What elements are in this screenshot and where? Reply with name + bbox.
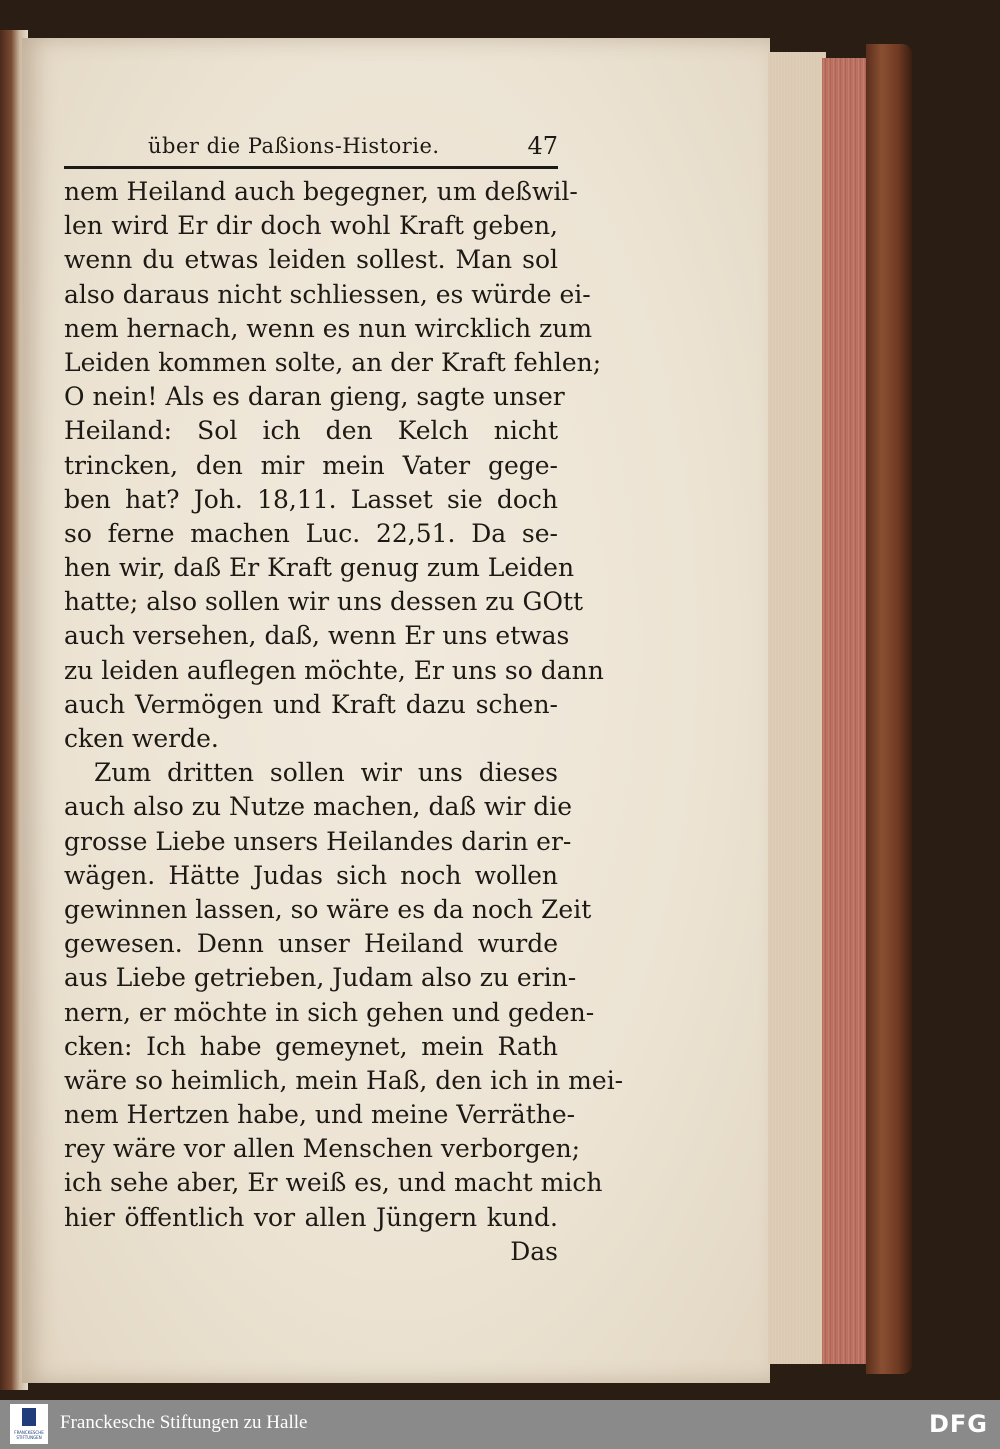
text-line: ich sehe aber, Er weiß es, und macht mich <box>64 1168 603 1198</box>
text-line: auch versehen, daß, wenn Er uns etwas <box>64 621 570 651</box>
text-line: cken werde. <box>64 724 219 753</box>
text-line: zu leiden auflegen möchte, Er uns so dann <box>64 655 604 685</box>
text-line: gewinnen lassen, so wäre es da noch Zeit <box>64 894 592 924</box>
text-line: nern, er möchte in sich gehen und geden- <box>64 997 595 1027</box>
text-line: grosse Liebe unsers Heilandes darin er- <box>64 826 572 856</box>
text-line: wägen. Hätte Judas sich noch wollen <box>64 860 558 890</box>
text-line: so ferne machen Luc. 22,51. Da se- <box>64 518 558 548</box>
text-line: also daraus nicht schliessen, es würde ei- <box>64 279 591 309</box>
text-line: nem Hertzen habe, und meine Verräthe- <box>64 1100 576 1130</box>
text-line: wäre so heimlich, mein Haß, den ich in mei- <box>64 1065 624 1095</box>
text-block <box>64 126 624 1269</box>
red-page-edges <box>822 58 872 1364</box>
text-line: auch Vermögen und Kraft dazu schen- <box>64 689 558 719</box>
text-line: rey wäre vor allen Menschen verborgen; <box>64 1134 581 1164</box>
leather-cover <box>866 44 912 1374</box>
text-line: Zum dritten sollen wir uns dieses <box>94 758 558 788</box>
text-line: gewesen. Denn unser Heiland wurde <box>64 929 558 959</box>
text-line: len wird Er dir doch wohl Kraft geben, <box>64 211 558 241</box>
page-number: 47 <box>527 132 558 160</box>
text-line: O nein! Als es daran gieng, sagte unser <box>64 382 565 412</box>
text-line: ben hat? Joh. 18,11. Lasset sie doch <box>64 484 558 514</box>
text-line: hier öffentlich vor allen Jüngern kund. <box>64 1202 558 1232</box>
head-rule <box>64 166 558 169</box>
text-line: auch also zu Nutze machen, daß wir die <box>64 792 573 822</box>
francke-logo-text: FRANCKESCHE STIFTUNGEN <box>14 1430 44 1440</box>
text-line: cken: Ich habe gemeynet, mein Rath <box>64 1031 558 1061</box>
running-head <box>64 126 558 166</box>
francke-logo-icon <box>22 1408 36 1426</box>
page-stack-edge <box>768 52 826 1364</box>
text-line: Heiland: Sol ich den Kelch nicht <box>64 416 558 446</box>
text-line: hatte; also sollen wir uns dessen zu GOtt <box>64 587 584 617</box>
text-line: Leiden kommen solte, an der Kraft fehlen; <box>64 347 602 377</box>
institution-label: Franckesche Stiftungen zu Halle <box>60 1412 308 1433</box>
text-line: wenn du etwas leiden sollest. Man sol <box>64 245 558 275</box>
catchword: Das <box>510 1236 558 1266</box>
text-line: nem hernach, wenn es nun wircklich zum <box>64 313 593 343</box>
text-line: aus Liebe getrieben, Judam also zu erin- <box>64 963 577 993</box>
dfg-logo[interactable]: DFG <box>928 1410 988 1438</box>
text-line: hen wir, daß Er Kraft genug zum Leiden <box>64 553 575 583</box>
text-line: trincken, den mir mein Vater gege- <box>64 450 558 480</box>
running-head-title: über die Paßions-Historie. <box>148 134 440 158</box>
text-line: nem Heiland auch begegner, um deßwil- <box>64 177 578 206</box>
francke-logo[interactable] <box>10 1404 48 1444</box>
footer-bar <box>0 1400 1000 1449</box>
